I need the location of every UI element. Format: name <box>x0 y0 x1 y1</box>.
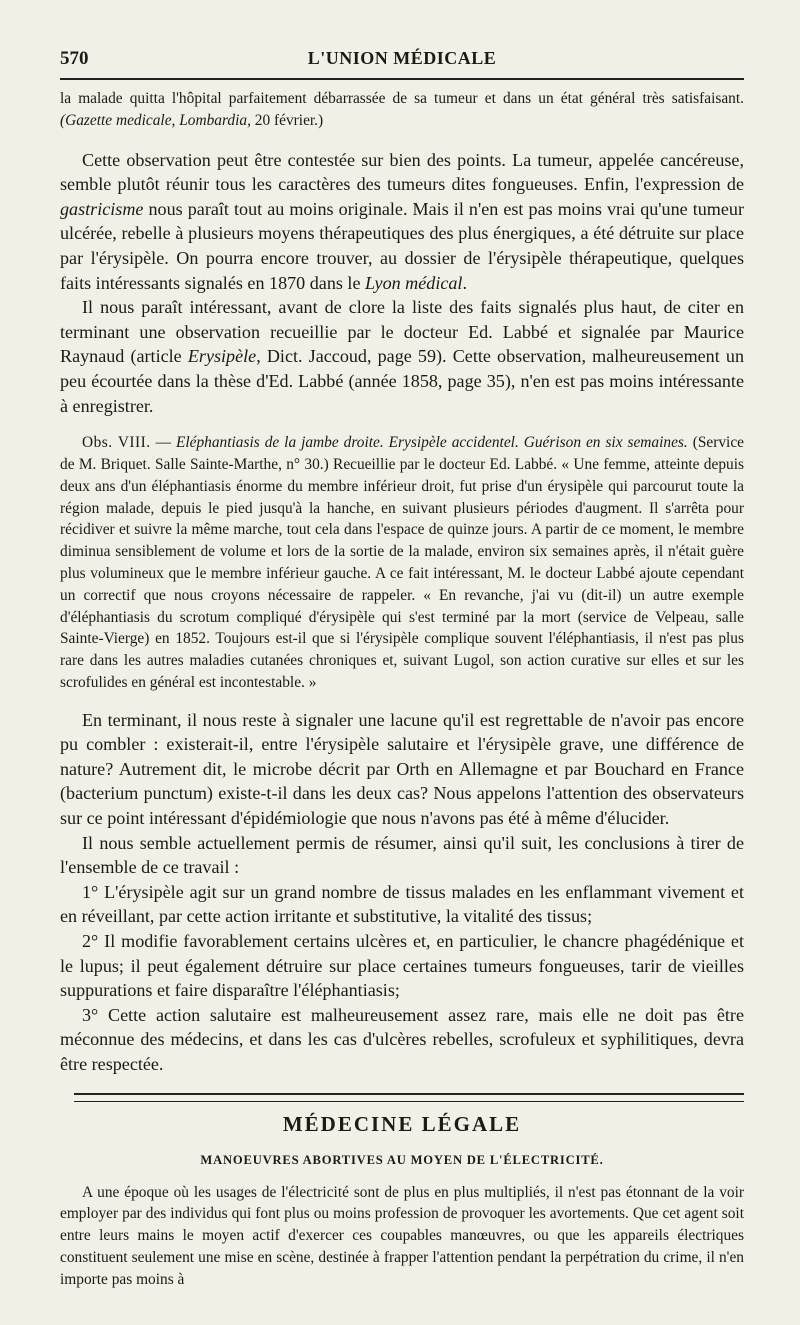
observation-title: Eléphantiasis de la jambe droite. Erysipèle accidentel. Guérison en six semaines. <box>175 434 688 452</box>
page-number: 570 <box>60 48 89 69</box>
paragraph-end-of-case: la malade quitta l'hôpital parfaitement débarrassée de sa tumeur et dans un état général très satisfaisant. (Gazette medicale, Lombardia, 20 février.) <box>60 90 744 129</box>
paragraph-conclusions-intro: Il nous semble actuellement permis de résumer, ainsi qu'il suit, les conclusions à tirer de l'ensemble de ce travail : <box>60 832 744 878</box>
conclusion-1: 1° L'érysipèle agit sur un grand nombre de tissus malades en les enflammant vivement et en réveillant, par cette action irritante et substitutive, la vitalité des tissus; <box>60 881 744 927</box>
paragraph-commentary: Cette observation peut être contestée sur bien des points. La tumeur, appelée cancéreuse, semble plutôt réunir tous les caractères des tumeurs dites fongueuses. Enfin, l'expression de gastricisme nous paraît tout au moins originale. Mais il n'en est pas moins vrai qu'une tumeur ulcérée, rebelle à plusieurs moyens thérapeutiques des plus énergiques, a été détruite sur place par l'érysipèle. On pourra encore trouver, au dossier de l'érysipèle thérapeutique, quelques faits intéressants signalés en 1870 dans le Lyon médical. <box>60 149 744 293</box>
article-title: MANOEUVRES ABORTIVES AU MOYEN DE L'ÉLECTRICITÉ. <box>200 1152 604 1167</box>
citation-source: (Gazette medicale, Lombardia, <box>60 111 251 129</box>
paragraph-labbe-intro: Il nous paraît intéressant, avant de clore la liste des faits signalés plus haut, de citer en terminant une observation recueillie par le docteur Ed. Labbé et signalée par Maurice Raynaud (article Erysipèle, Dict. Jaccoud, page 59). Cette observation, malheureusement un peu écourtée dans la thèse d'Ed. Labbé (année 1858, page 35), n'en est pas moins intéressante à enregistrer. <box>60 297 744 416</box>
running-header <box>60 44 744 74</box>
section-divider <box>74 1093 744 1102</box>
observation-label: Obs. VIII. <box>82 434 151 452</box>
paragraph-lacuna: En terminant, il nous reste à signaler une lacune qu'il est regrettable de n'avoir pas encore pu combler : existerait-il, entre l'érysipèle salutaire et l'érysipèle grave, une différence de nature? Autrement dit, le microbe décrit par Orth en Allemagne et par Bouchard en France (bacterium punctum) existe-t-il dans les deux cas? Nous appelons l'attention des observateurs sur ce point intéressant d'épidémiologie que nous n'avons pas été à même d'élucider. <box>60 709 744 829</box>
conclusion-3: 3° Cette action salutaire est malheureusement assez rare, mais elle ne doit pas être méconnue des médecins, et dans les cas d'ulcères rebelles, scrofuleux et syphilitiques, devra être respectée. <box>60 1004 744 1074</box>
journal-title: L'UNION MÉDICALE <box>307 48 497 68</box>
section-title: MÉDECINE LÉGALE <box>282 1111 522 1136</box>
observation-viii: Obs. VIII. — Eléphantiasis de la jambe droite. Erysipèle accidentel. Guérison en six semaines. (Service de M. Briquet. Salle Sainte-Marthe, n° 30.) Recueillie par le docteur Ed. Labbé. « Une femme, atteinte depuis deux ans d'un éléphantiasis énorme du membre inférieur droit, fut prise d'un érysipèle qui parcourut toute la région malade, depuis le pied jusqu'à la hanche, en suivant plusieurs périodes d'augment. Il s'arrêta pour récidiver et suivre la même marche, tout cela dans l'espace de quinze jours. A partir de ce moment, le membre diminua sensiblement de volume et lors de la sortie de la malade, environ six semaines après, il n'était guère plus volumineux que le membre inférieur gauche. A ce fait intéressant, M. le docteur Labbé ajoute cependant un correctif que nous croyons nécessaire de rappeler. « En revanche, j'ai vu (dit-il) un autre exemple d'éléphantiasis du scrotum compliqué d'érysipèle qui s'est terminé par la mort (service de Velpeau, salle Sainte-Vierge) en 1852. Toujours est-il que si l'érysipèle complique souvent l'éléphantiasis, il n'est pas plus rare dans les autres maladies cutanées chroniques et, suivant Lugol, son action curative sur elles et sur les scrofulides en général est incontestable. » <box>60 434 744 691</box>
paragraph-electricity: A une époque où les usages de l'électricité sont de plus en plus multipliés, il n'est pas étonnant de la voir employer par des individus qui font plus ou moins profession de provoquer les avortements. Que cet agent soit entre leurs mains le moyen actif d'exercer ces coupables manœuvres, ou que les appareils électriques constituent seulement une mise en scène, destinée à frapper l'attention pendant la perpétration du crime, il n'en importe pas moins à <box>60 1183 744 1288</box>
article-body <box>60 88 744 1291</box>
header-rule <box>60 78 744 80</box>
conclusion-2: 2° Il modifie favorablement certains ulcères et, en particulier, le chancre phagédénique et le lupus; il peut également détruire sur place certaines tumeurs fongueuses, tarir de vieilles suppurations et faire disparaître l'éléphantiasis; <box>60 931 744 1001</box>
